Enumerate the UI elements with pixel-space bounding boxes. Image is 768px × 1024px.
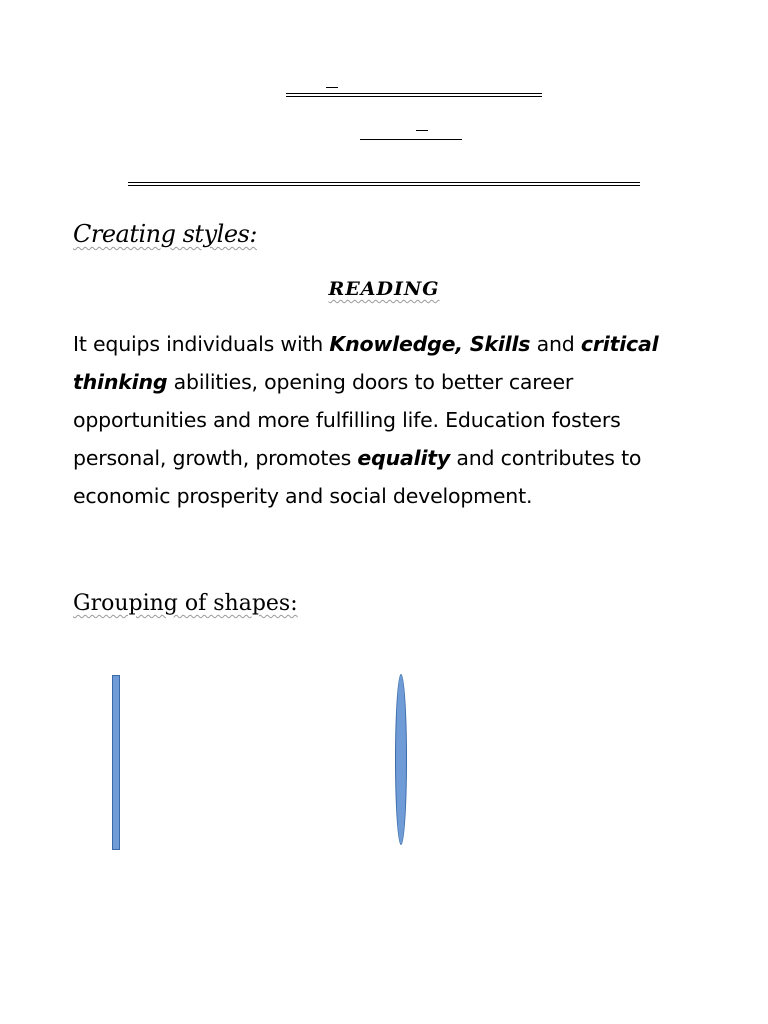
para-emphasis-equality: equality bbox=[357, 446, 451, 470]
para-text-2: and bbox=[530, 332, 581, 356]
para-text-1: It equips individuals with bbox=[73, 332, 330, 356]
shape-rectangle[interactable] bbox=[112, 675, 120, 850]
header-double-rule-1 bbox=[286, 93, 542, 97]
heading-grouping-shapes: Grouping of shapes: bbox=[73, 591, 298, 616]
body-paragraph bbox=[73, 325, 683, 515]
para-emphasis-critical-thinking: critical thinking bbox=[73, 332, 659, 394]
subheading-reading: READING bbox=[328, 278, 440, 300]
shape-ellipse[interactable] bbox=[395, 674, 407, 845]
para-text-4: and contributes to economic prosperity and social development. bbox=[73, 446, 642, 508]
para-text-3: abilities, opening doors to better career opportunities and more fulfilling life. Education fosters personal, growth, promotes bbox=[73, 370, 621, 470]
para-emphasis-knowledge-skills: Knowledge, Skills bbox=[329, 332, 531, 356]
heading-creating-styles: Creating styles: bbox=[73, 220, 257, 248]
header-dash-2 bbox=[416, 130, 428, 131]
header-double-rule-3 bbox=[128, 182, 640, 186]
header-dash-1 bbox=[326, 87, 338, 88]
header-rule-2 bbox=[360, 139, 462, 140]
